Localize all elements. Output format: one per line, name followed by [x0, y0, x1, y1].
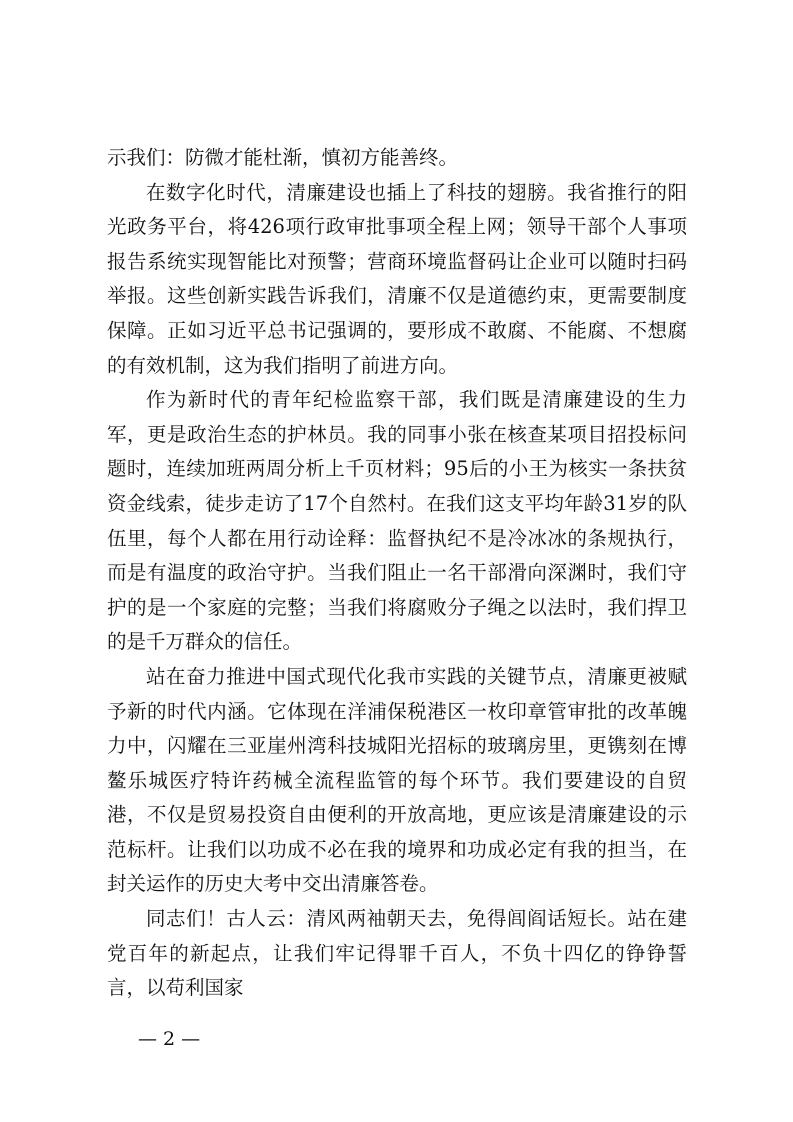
page-number: — 2 —: [138, 1028, 201, 1050]
paragraph-digital-era: 在数字化时代，清廉建设也插上了科技的翅膀。我省推行的阳光政务平台，将426项行政审批事项全程上网；领导干部个人事项报告系统实现智能比对预警；营商环境监督码让企业可以随时扫码举报。这些创新实践告诉我们，清廉不仅是道德约束，更需要制度保障。正如习近平总书记强调的，要形成不敢腐、不能腐、不想腐的有效机制，这为我们指明了前进方向。: [107, 180, 687, 377]
paragraph-modernization: 站在奋力推进中国式现代化我市实践的关键节点，清廉更被赋予新的时代内涵。它体现在洋浦保税港区一枚印章管审批的改革魄力中，闪耀在三亚崖州湾科技城阳光招标的玻璃房里，更镌刻在博鳌乐城医疗特许药械全流程监管的每个环节。我们要建设的自贸港，不仅是贸易投资自由便利的开放高地，更应该是清廉建设的示范标杆。让我们以功成不必在我的境界和功成必定有我的担当，在封关运作的历史大考中交出清廉答卷。: [107, 664, 687, 896]
paragraph-comrades: 同志们！古人云：清风两袖朝天去，免得闾阎话短长。站在建党百年的新起点，让我们牢记得罪千百人，不负十四亿的铮铮誓言，以苟利国家: [107, 907, 687, 1000]
paragraph-young-inspectors: 作为新时代的青年纪检监察干部，我们既是清廉建设的生力军，更是政治生态的护林员。我的同事小张在核查某项目招投标问题时，连续加班两周分析上千页材料；95后的小王为核实一条扶贫资金线索，徒步走访了17个自然村。在我们这支平均年龄31岁的队伍里，每个人都在用行动诠释：监督执纪不是冷冰冰的条规执行，而是有温度的政治守护。当我们阻止一名干部滑向深渊时，我们守护的是一个家庭的完整；当我们将腐败分子绳之以法时，我们捍卫的是千万群众的信任。: [107, 388, 687, 654]
paragraph-continuation: 示我们：防微才能杜渐，慎初方能善终。: [107, 146, 459, 169]
document-body: [107, 141, 687, 1006]
